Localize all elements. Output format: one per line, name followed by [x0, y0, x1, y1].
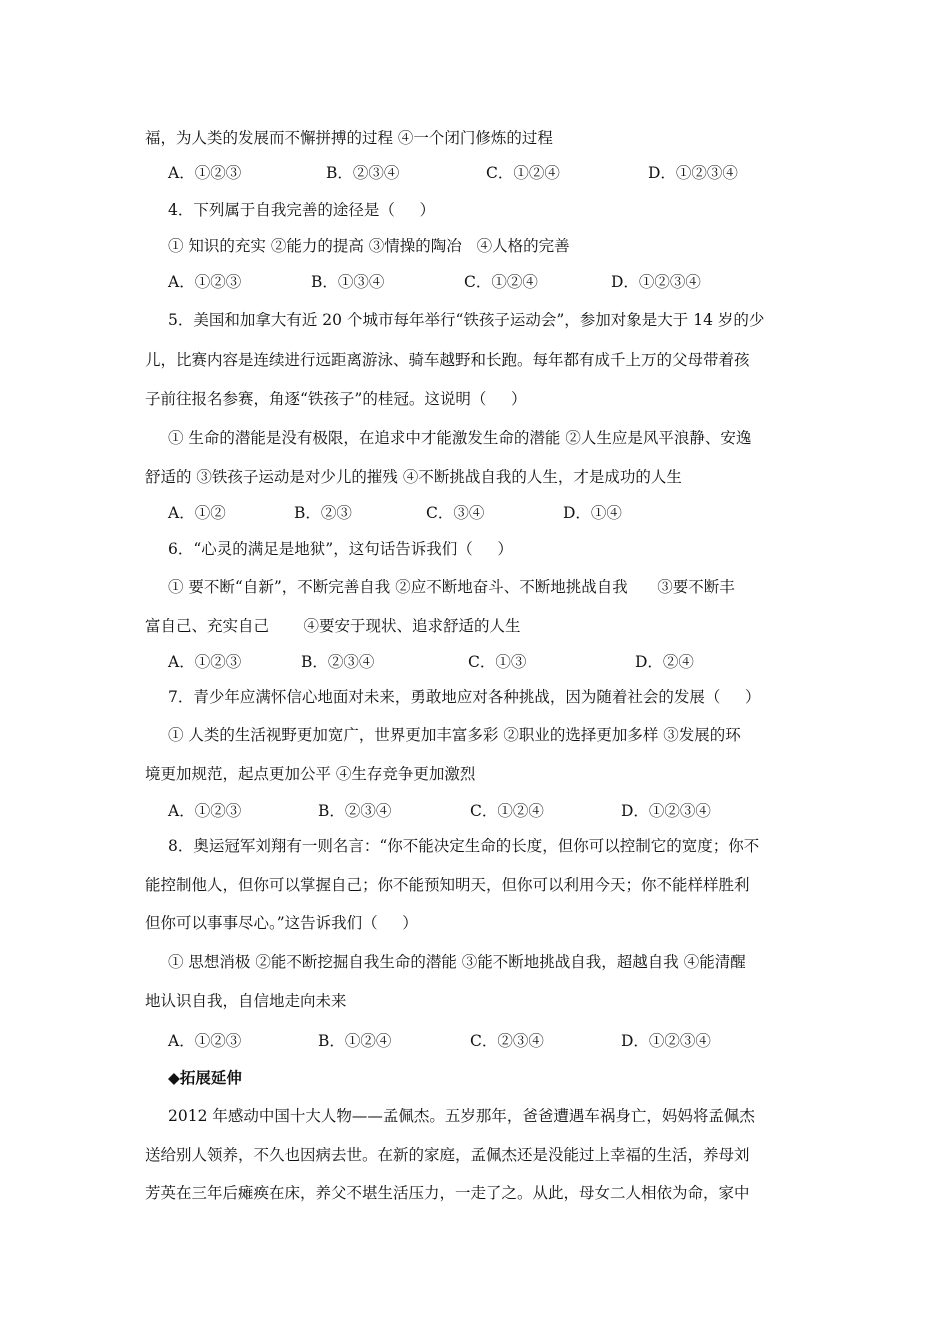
- q8-stem-line-2: 能控制他人，但你可以掌握自己；你不能预知明天，但你可以利用今天；你不能样样胜利: [145, 876, 750, 894]
- q5-option-d: D．①④: [563, 504, 622, 522]
- q8-statements-line-2: 地认识自我，自信地走向未来: [145, 992, 347, 1010]
- q4-options: [168, 272, 818, 292]
- q5-options: [168, 503, 818, 523]
- q7-option-a: A．①②③: [168, 802, 242, 820]
- q5-stem-line-1: 5．美国和加拿大有近 20 个城市每年举行“铁孩子运动会”，参加对象是大于 14 岁的少: [168, 311, 765, 329]
- q6-option-a: A．①②③: [168, 653, 242, 671]
- q5-option-b: B．②③: [294, 504, 352, 522]
- section-heading: ◆拓展延伸: [168, 1069, 242, 1087]
- passage-line-2: 送给别人领养，不久也因病去世。在新的家庭，孟佩杰还是没能过上幸福的生活，养母刘: [145, 1146, 750, 1164]
- q6-stem: 6．“心灵的满足是地狱”，这句话告诉我们（ ）: [168, 540, 513, 558]
- q4-option-d: D．①②③④: [611, 273, 701, 291]
- q4-statements: ① 知识的充实 ②能力的提高 ③情操的陶冶 ④人格的完善: [168, 237, 570, 255]
- q4-option-a: A．①②③: [168, 273, 242, 291]
- q5-option-a: A．①②: [168, 504, 226, 522]
- q5-stem-line-2: 儿，比赛内容是连续进行远距离游泳、骑车越野和长跑。每年都有成千上万的父母带着孩: [145, 351, 750, 369]
- q8-option-c: C．②③④: [470, 1032, 544, 1050]
- q3-options: [168, 163, 818, 183]
- q5-statements-line-2: 舒适的 ③铁孩子运动是对少儿的摧残 ④不断挑战自我的人生，才是成功的人生: [145, 468, 682, 486]
- q6-statements-line-1: ① 要不断“自新”，不断完善自我 ②应不断地奋斗、不断地挑战自我 ③要不断丰: [168, 578, 735, 596]
- q7-stem: 7．青少年应满怀信心地面对未来，勇敢地应对各种挑战，因为随着社会的发展（ ）: [168, 688, 761, 706]
- q7-option-d: D．①②③④: [621, 802, 711, 820]
- q4-option-c: C．①②④: [464, 273, 538, 291]
- q8-stem-line-3: 但你可以事事尽心。”这告诉我们（ ）: [145, 914, 418, 932]
- q5-stem-line-3: 子前往报名参赛，角逐“铁孩子”的桂冠。这说明（ ）: [145, 390, 527, 408]
- q3-option-a: A．①②③: [168, 164, 242, 182]
- passage-line-3: 芳英在三年后瘫痪在床，养父不堪生活压力，一走了之。从此，母女二人相依为命，家中: [145, 1184, 750, 1202]
- q8-option-b: B．①②④: [318, 1032, 392, 1050]
- q8-stem-line-1: 8．奥运冠军刘翔有一则名言：“你不能决定生命的长度，但你可以控制它的宽度；你不: [168, 837, 760, 855]
- q4-stem: 4．下列属于自我完善的途径是（ ）: [168, 201, 435, 219]
- q3-statement-tail: 福，为人类的发展而不懈拼搏的过程 ④一个闭门修炼的过程: [145, 129, 553, 147]
- q6-option-c: C．①③: [468, 653, 527, 671]
- q8-option-d: D．①②③④: [621, 1032, 711, 1050]
- q3-option-c: C．①②④: [486, 164, 560, 182]
- q4-option-b: B．①③④: [311, 273, 385, 291]
- q5-statements-line-1: ① 生命的潜能是没有极限，在追求中才能激发生命的潜能 ②人生应是风平浪静、安逸: [168, 429, 752, 447]
- q7-statements-line-1: ① 人类的生活视野更加宽广，世界更加丰富多彩 ②职业的选择更加多样 ③发展的环: [168, 726, 741, 744]
- q6-option-b: B．②③④: [301, 653, 375, 671]
- passage-line-1: 2012 年感动中国十大人物——孟佩杰。五岁那年，爸爸遭遇车祸身亡，妈妈将孟佩杰: [168, 1107, 755, 1125]
- q8-options: [168, 1031, 818, 1051]
- q6-statements-line-2: 富自己、充实自己 ④要安于现状、追求舒适的人生: [145, 617, 521, 635]
- q3-option-d: D．①②③④: [648, 164, 738, 182]
- q3-option-b: B．②③④: [326, 164, 400, 182]
- q6-option-d: D．②④: [635, 653, 694, 671]
- q8-option-a: A．①②③: [168, 1032, 242, 1050]
- q6-options: [168, 652, 818, 672]
- q5-option-c: C．③④: [426, 504, 485, 522]
- q7-options: [168, 801, 818, 821]
- q7-option-b: B．②③④: [318, 802, 392, 820]
- q7-statements-line-2: 境更加规范，起点更加公平 ④生存竞争更加激烈: [145, 765, 476, 783]
- q7-option-c: C．①②④: [470, 802, 544, 820]
- q8-statements-line-1: ① 思想消极 ②能不断挖掘自我生命的潜能 ③能不断地挑战自我，超越自我 ④能清醒: [168, 953, 746, 971]
